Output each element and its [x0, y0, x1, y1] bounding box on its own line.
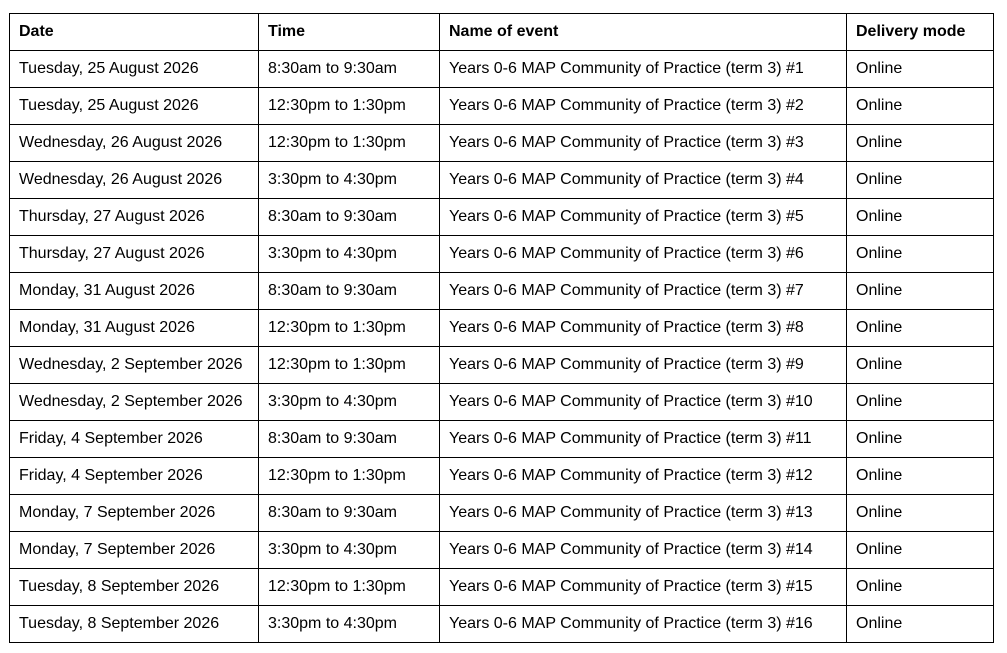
cell-time: 3:30pm to 4:30pm [259, 532, 440, 569]
header-time: Time [259, 14, 440, 51]
cell-delivery-mode: Online [847, 347, 994, 384]
events-table [9, 13, 994, 643]
cell-time: 12:30pm to 1:30pm [259, 569, 440, 606]
table-row [10, 421, 994, 458]
cell-date: Monday, 31 August 2026 [10, 273, 259, 310]
cell-delivery-mode: Online [847, 125, 994, 162]
cell-delivery-mode: Online [847, 162, 994, 199]
cell-date: Tuesday, 8 September 2026 [10, 569, 259, 606]
cell-time: 3:30pm to 4:30pm [259, 384, 440, 421]
table-row [10, 273, 994, 310]
cell-time: 8:30am to 9:30am [259, 273, 440, 310]
header-date: Date [10, 14, 259, 51]
cell-time: 3:30pm to 4:30pm [259, 162, 440, 199]
cell-event-name: Years 0-6 MAP Community of Practice (term 3) #10 [440, 384, 847, 421]
cell-event-name: Years 0-6 MAP Community of Practice (term 3) #15 [440, 569, 847, 606]
cell-date: Wednesday, 2 September 2026 [10, 384, 259, 421]
cell-time: 12:30pm to 1:30pm [259, 88, 440, 125]
cell-event-name: Years 0-6 MAP Community of Practice (term 3) #11 [440, 421, 847, 458]
cell-date: Wednesday, 2 September 2026 [10, 347, 259, 384]
table-row [10, 384, 994, 421]
table-header [10, 14, 994, 51]
header-row [10, 14, 994, 51]
cell-delivery-mode: Online [847, 88, 994, 125]
cell-event-name: Years 0-6 MAP Community of Practice (term 3) #6 [440, 236, 847, 273]
cell-event-name: Years 0-6 MAP Community of Practice (term 3) #12 [440, 458, 847, 495]
cell-time: 12:30pm to 1:30pm [259, 310, 440, 347]
table-row [10, 88, 994, 125]
cell-delivery-mode: Online [847, 51, 994, 88]
table-row [10, 162, 994, 199]
cell-time: 12:30pm to 1:30pm [259, 458, 440, 495]
table-row [10, 236, 994, 273]
header-delivery-mode: Delivery mode [847, 14, 994, 51]
cell-event-name: Years 0-6 MAP Community of Practice (term 3) #9 [440, 347, 847, 384]
cell-event-name: Years 0-6 MAP Community of Practice (term 3) #2 [440, 88, 847, 125]
cell-delivery-mode: Online [847, 495, 994, 532]
table-body [10, 51, 994, 643]
table-row [10, 347, 994, 384]
cell-time: 12:30pm to 1:30pm [259, 347, 440, 384]
cell-event-name: Years 0-6 MAP Community of Practice (term 3) #13 [440, 495, 847, 532]
cell-date: Monday, 7 September 2026 [10, 532, 259, 569]
table-row [10, 125, 994, 162]
cell-date: Wednesday, 26 August 2026 [10, 125, 259, 162]
table-row [10, 458, 994, 495]
cell-delivery-mode: Online [847, 273, 994, 310]
cell-delivery-mode: Online [847, 606, 994, 643]
table-row [10, 199, 994, 236]
cell-delivery-mode: Online [847, 458, 994, 495]
table-row [10, 532, 994, 569]
cell-date: Thursday, 27 August 2026 [10, 236, 259, 273]
cell-event-name: Years 0-6 MAP Community of Practice (term 3) #14 [440, 532, 847, 569]
cell-date: Tuesday, 8 September 2026 [10, 606, 259, 643]
cell-time: 3:30pm to 4:30pm [259, 606, 440, 643]
table-row [10, 569, 994, 606]
cell-event-name: Years 0-6 MAP Community of Practice (term 3) #1 [440, 51, 847, 88]
cell-date: Tuesday, 25 August 2026 [10, 88, 259, 125]
cell-date: Friday, 4 September 2026 [10, 458, 259, 495]
table-row [10, 310, 994, 347]
cell-time: 3:30pm to 4:30pm [259, 236, 440, 273]
table-row [10, 495, 994, 532]
cell-date: Tuesday, 25 August 2026 [10, 51, 259, 88]
cell-event-name: Years 0-6 MAP Community of Practice (term 3) #3 [440, 125, 847, 162]
cell-delivery-mode: Online [847, 384, 994, 421]
cell-date: Monday, 31 August 2026 [10, 310, 259, 347]
cell-delivery-mode: Online [847, 310, 994, 347]
header-event-name: Name of event [440, 14, 847, 51]
cell-event-name: Years 0-6 MAP Community of Practice (term 3) #4 [440, 162, 847, 199]
cell-time: 8:30am to 9:30am [259, 495, 440, 532]
table-row [10, 606, 994, 643]
cell-event-name: Years 0-6 MAP Community of Practice (term 3) #5 [440, 199, 847, 236]
cell-date: Friday, 4 September 2026 [10, 421, 259, 458]
table-row [10, 51, 994, 88]
cell-time: 8:30am to 9:30am [259, 421, 440, 458]
cell-date: Monday, 7 September 2026 [10, 495, 259, 532]
cell-time: 8:30am to 9:30am [259, 51, 440, 88]
cell-event-name: Years 0-6 MAP Community of Practice (term 3) #16 [440, 606, 847, 643]
cell-event-name: Years 0-6 MAP Community of Practice (term 3) #7 [440, 273, 847, 310]
cell-event-name: Years 0-6 MAP Community of Practice (term 3) #8 [440, 310, 847, 347]
cell-date: Thursday, 27 August 2026 [10, 199, 259, 236]
cell-time: 8:30am to 9:30am [259, 199, 440, 236]
cell-delivery-mode: Online [847, 569, 994, 606]
cell-delivery-mode: Online [847, 236, 994, 273]
cell-time: 12:30pm to 1:30pm [259, 125, 440, 162]
cell-delivery-mode: Online [847, 421, 994, 458]
cell-delivery-mode: Online [847, 532, 994, 569]
cell-date: Wednesday, 26 August 2026 [10, 162, 259, 199]
cell-delivery-mode: Online [847, 199, 994, 236]
